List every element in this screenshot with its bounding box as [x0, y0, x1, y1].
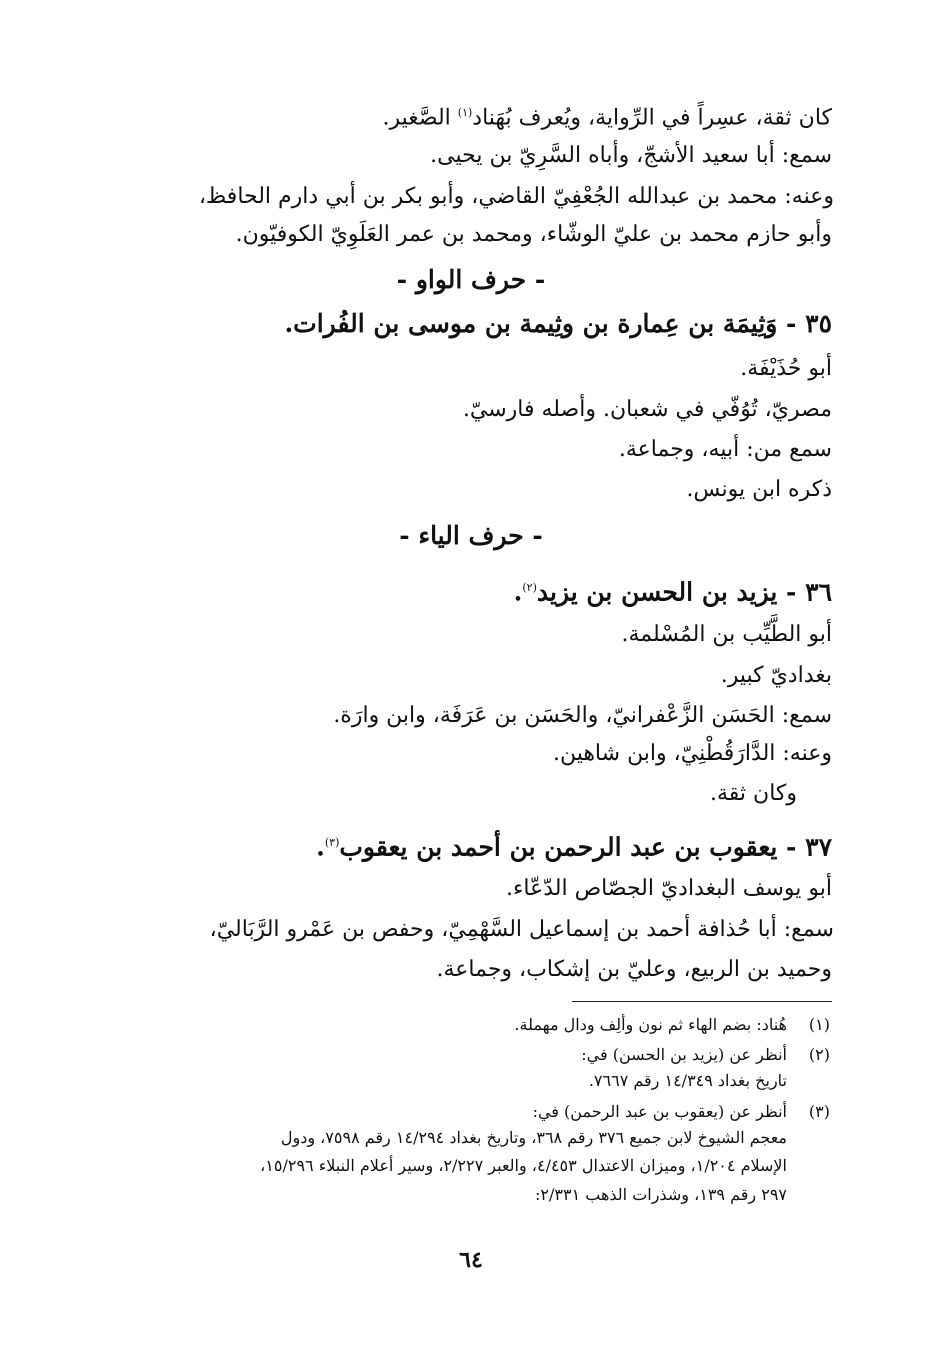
text-line: وكان ثقة.: [710, 781, 797, 806]
entry-title-period: .: [316, 832, 325, 862]
entry-title-text: ٣٦ - يزيد بن الحسن بن يزيد: [536, 577, 832, 607]
footnote-ref: (١): [457, 106, 473, 119]
footnote-text: الإسلام ١/٢٠٤، وميزان الاعتدال ٤/٤٥٣، والعبر ٢/٢٢٧، وسير أعلام النبلاء ١٥/٢٩٦،: [260, 1156, 787, 1175]
text-span: الصَّغير.: [382, 105, 458, 131]
footnote-text: هُناد: بضم الهاء ثم نون وألِف ودال مهملة.: [514, 1015, 787, 1034]
footnote-text: أنظر عن (يزيد بن الحسن) في:: [581, 1045, 787, 1064]
text-span: كان ثقة، عسِراً في الرِّواية، ويُعرف بُهَناد: [472, 105, 832, 131]
entry-title: [316, 825, 832, 865]
text-line: أبو الطَّيِّب بن المُسْلمة.: [621, 622, 832, 647]
text-line: ذكره ابن يونس.: [686, 477, 832, 502]
footnote-ref: (٢): [522, 581, 537, 594]
text-line: مصريّ، تُوُفّي في شعبان. وأصله فارسيّ.: [462, 397, 832, 422]
page-number: ٦٤: [459, 1247, 483, 1273]
text-line: سمع: الحَسَن الزَّعْفرانيّ، والحَسَن بن عَرَفَة، وابن وارَة.: [333, 703, 832, 728]
text-line: سمع: أبا حُذافة أحمد بن إسماعيل السَّهْمِيّ، وحفص بن عَمْرو الرَّبَاليّ،: [209, 917, 834, 942]
text-line: بغداديّ كبير.: [720, 663, 832, 688]
entry-title-text: ٣٧ - يعقوب بن عبد الرحمن بن أحمد بن يعقوب: [339, 832, 832, 862]
footnote-text: تاريخ بغداد ١٤/٣٤٩ رقم ٧٦٦٧.: [588, 1071, 787, 1090]
footnote-number: (٢): [808, 1045, 830, 1064]
text-line: وحميد بن الربيع، وعليّ بن إشكاب، وجماعة.: [436, 957, 832, 982]
text-line: سمع من: أبيه، وجماعة.: [618, 437, 832, 462]
text-line: أبو حُذَيْفَة.: [740, 356, 832, 381]
text-line: وعنه: محمد بن عبدالله الجُعْفِيّ القاضي، وأبو بكر بن أبي دارم الحافظ،: [198, 184, 834, 209]
text-line: سمع: أبا سعيد الأشجّ، وأباه السَّرِيّ بن يحيى.: [430, 143, 832, 168]
footnote-separator: [572, 1001, 832, 1002]
entry-title: ٣٥ - وَثِيمَة بن عِمارة بن وثِيمة بن موسى بن الفُرات.: [284, 309, 832, 338]
text-line: [382, 96, 832, 135]
footnote-text: ٢٩٧ رقم ١٣٩، وشذرات الذهب ٢/٣٣١:: [535, 1185, 787, 1204]
footnote-number: (١): [808, 1015, 830, 1034]
entry-title: [514, 570, 832, 610]
entry-title-period: .: [513, 577, 523, 607]
text-line: أبو يوسف البغداديّ الجصّاص الدّعّاء.: [506, 876, 832, 901]
text-line: وأبو حازم محمد بن عليّ الوشّاء، ومحمد بن عمر العَلَوِيّ الكوفيّون.: [235, 222, 832, 247]
footnote-text: أنظر عن (يعقوب بن عبد الرحمن) في:: [532, 1102, 787, 1121]
footnote-ref: (٣): [324, 836, 340, 849]
section-heading: - حرف الياء -: [399, 521, 543, 550]
section-heading: - حرف الواو -: [396, 265, 546, 294]
footnote-number: (٣): [808, 1102, 830, 1121]
footnote-text: معجم الشيوخ لابن جميع ٣٧٦ رقم ٣٦٨، وتاريخ بغداد ١٤/٢٩٤ رقم ٧٥٩٨، ودول: [280, 1128, 787, 1147]
text-line: وعنه: الدَّارَقُطْنِيّ، وابن شاهين.: [552, 741, 832, 766]
